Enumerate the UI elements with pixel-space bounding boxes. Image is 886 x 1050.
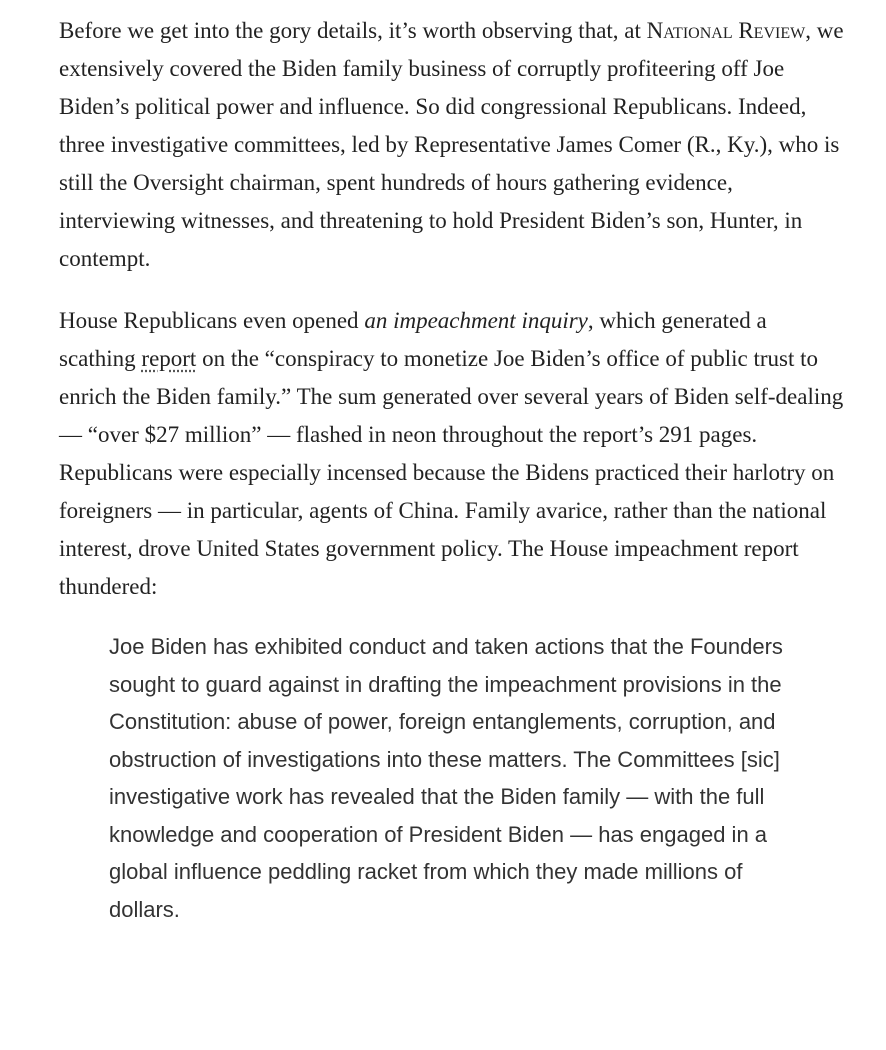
publication-name: National Review (646, 18, 806, 43)
blockquote: Joe Biden has exhibited conduct and taken actions that the Founders sought to guard against in drafting the impeachment provisions in the Constitution: abuse of power, foreign entanglements, corruption, and obstruction of investigations into these matters. The Committees [sic] investigative work has revealed that the Biden family — with the full knowledge and cooperation of President Biden — has engaged in a global influence peddling racket from which they made millions of dollars. (109, 634, 783, 922)
report-link[interactable]: report (141, 346, 197, 371)
paragraph-2-text-b: , which generated a scathing (59, 308, 767, 371)
impeachment-inquiry-emphasis: an impeachment inquiry (364, 308, 588, 333)
paragraph-1 (59, 12, 849, 278)
paragraph-2-text-a: House Republicans even opened (59, 308, 365, 333)
paragraph-2 (59, 302, 849, 606)
paragraph-1-text-a: Before we get into the gory details, it’s worth observing that, at (59, 18, 647, 43)
article-body (59, 12, 849, 928)
paragraph-1-text-b: , we extensively covered the Biden family business of corruptly profiteering off Joe Biden’s political power and influence. So did congressional Republicans. Indeed, three investigative committees, led by Representative James Comer (R., Ky.), who is still the Oversight chairman, spent hundreds of hours gathering evidence, interviewing witnesses, and threatening to hold President Biden’s son, Hunter, in contempt. (59, 18, 844, 271)
paragraph-2-text-c: on the “conspiracy to monetize Joe Biden’s office of public trust to enrich the Biden family.” The sum generated over several years of Biden self-dealing — “over $27 million” — flashed in neon throughout the report’s 291 pages. Republicans were especially incensed because the Bidens practiced their harlotry on foreigners — in particular, agents of China. Family avarice, rather than the national interest, drove United States government policy. The House impeachment report thundered: (59, 346, 844, 599)
